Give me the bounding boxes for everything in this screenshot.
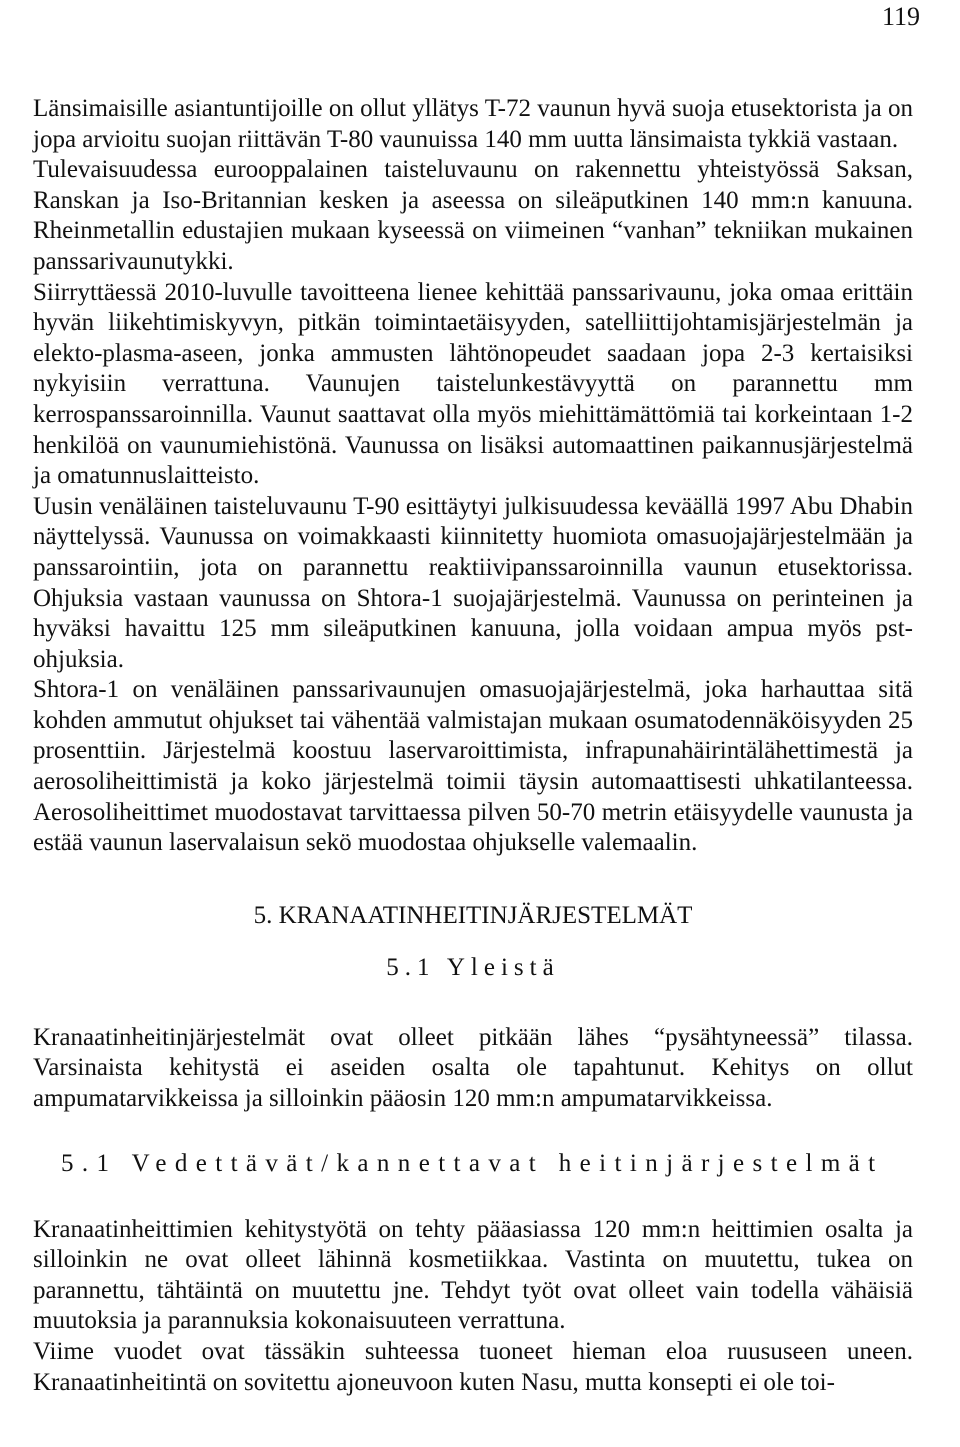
- paragraph-mortar-general: Kranaatinheitinjärjestelmät ovat olleet pitkään lähes “pysähtyneessä” tilassa. Varsinaista kehitystä ei aseiden osalta ole tapahtunut. Kehitys on ollut ampumatarvikkeissa ja silloinkin pääosin 120 mm:n ampumatarvikkeissa.: [33, 1023, 913, 1113]
- paragraph-t90: Uusin venäläinen taisteluvaunu T-90 esittäytyi julkisuudessa keväällä 1997 Abu Dhabin näyttelyssä. Vaunussa on voimakkaasti kiinnitetty huomiota omasuojajärjestelmään ja panssarointiin, jota on parannettu reaktiivipanssaroinnilla vaunun etusektorissa. Ohjuksia vastaan vaunussa on Shtora-1 suojajärjestelmä. Vaunussa on perinteinen ja hyväksi havaittu 125 mm sileäputkinen kanuuna, jolla voidaan ampua myös pst-ohjuksia.: [33, 492, 913, 673]
- page-number: 119: [881, 2, 920, 31]
- paragraph-recent-years: Viime vuodet ovat tässäkin suhteessa tuoneet hieman eloa ruususeen uneen. Kranaatinheitintä on sovitettu ajoneuvoon kuten Nasu, mutta konsepti ei ole toi-: [33, 1338, 913, 1396]
- paragraph-2010s-tank: Siirryttäessä 2010-luvulle tavoitteena lienee kehittää panssarivaunu, joka omaa erittäin hyvän liikehtimiskyvyn, pitkän toimintaetäisyyden, satelliittijohtamisjärjestelmän ja elekto-plasma-aseen, jonka ammusten lähtönopeudet saadaan jopa 2-3 kertaisiksi nykyisiin verrattuna. Vaunujen taistelunkestävyyttä on parannettu mm kerrospanssaroinnilla. Vaunut saattavat olla myös miehittämättömiä tai korkeintaan 1-2 henkilöä on vaunumiehistönä. Vaunussa on lisäksi automaattinen paikannusjärjestelmä ja omatunnuslaitteisto.: [33, 278, 913, 490]
- subsection-heading-towed-portable: 5.1 Vedettävät/kannettavat heitinjärjestelmät: [61, 1149, 884, 1177]
- subsection-heading-general: 5.1 Yleistä: [386, 953, 560, 981]
- document-body: [33, 94, 913, 1398]
- paragraph-t72-protection: Länsimaisille asiantuntijoille on ollut yllätys T-72 vaunun hyvä suoja etusektorista ja on jopa arvioitu suojan riittävän T-80 vaunuissa 140 mm uutta länsimaista tykkiä vastaan.: [33, 95, 913, 153]
- paragraph-european-tank: Tulevaisuudessa eurooppalainen taisteluvaunu on rakennettu yhteistyössä Saksan, Ranskan ja Iso-Britannian kesken ja aseessa on sileäputkinen 140 mm:n kanuuna. Rheinmetallin edustajien mukaan kyseessä on viimeinen “vanhan” tekniikan mukainen panssarivaunutykki.: [33, 156, 913, 275]
- section-heading-mortar-systems: 5. KRANAATINHEITINJÄRJESTELMÄT: [253, 901, 693, 929]
- paragraph-shtora: Shtora-1 on venäläinen panssarivaunujen omasuojajärjestelmä, joka harhauttaa sitä kohden ammutut ohjukset tai vähentää valmistajan mukaan osumatodennäköisyyden 25 prosenttiin. Järjestelmä koostuu laservaroittimista, infrapunahäirintälähettimestä ja aerosoliheittimistä ja koko järjestelmä toimii täysin automaattisesti uhkatilanteessa. Aerosoliheittimet muodostavat tarvittaessa pilven 50-70 metrin etäisyydelle vaunusta ja estää vaunun laservalaisun sekö muodostaa ohjukselle valemaalin.: [33, 676, 913, 857]
- paragraph-mortar-development: Kranaatinheittimien kehitystyötä on tehty pääasiassa 120 mm:n heittimien osalta ja silloinkin ne ovat olleet lähinnä kosmetiikkaa. Vastinta on muutettu, tukea on parannettu, tähtäintä on muutettu jne. Tehdyt työt ovat olleet vain todella vähäisiä muutoksia ja parannuksia kokonaisuuteen verrattuna.: [33, 1215, 913, 1335]
